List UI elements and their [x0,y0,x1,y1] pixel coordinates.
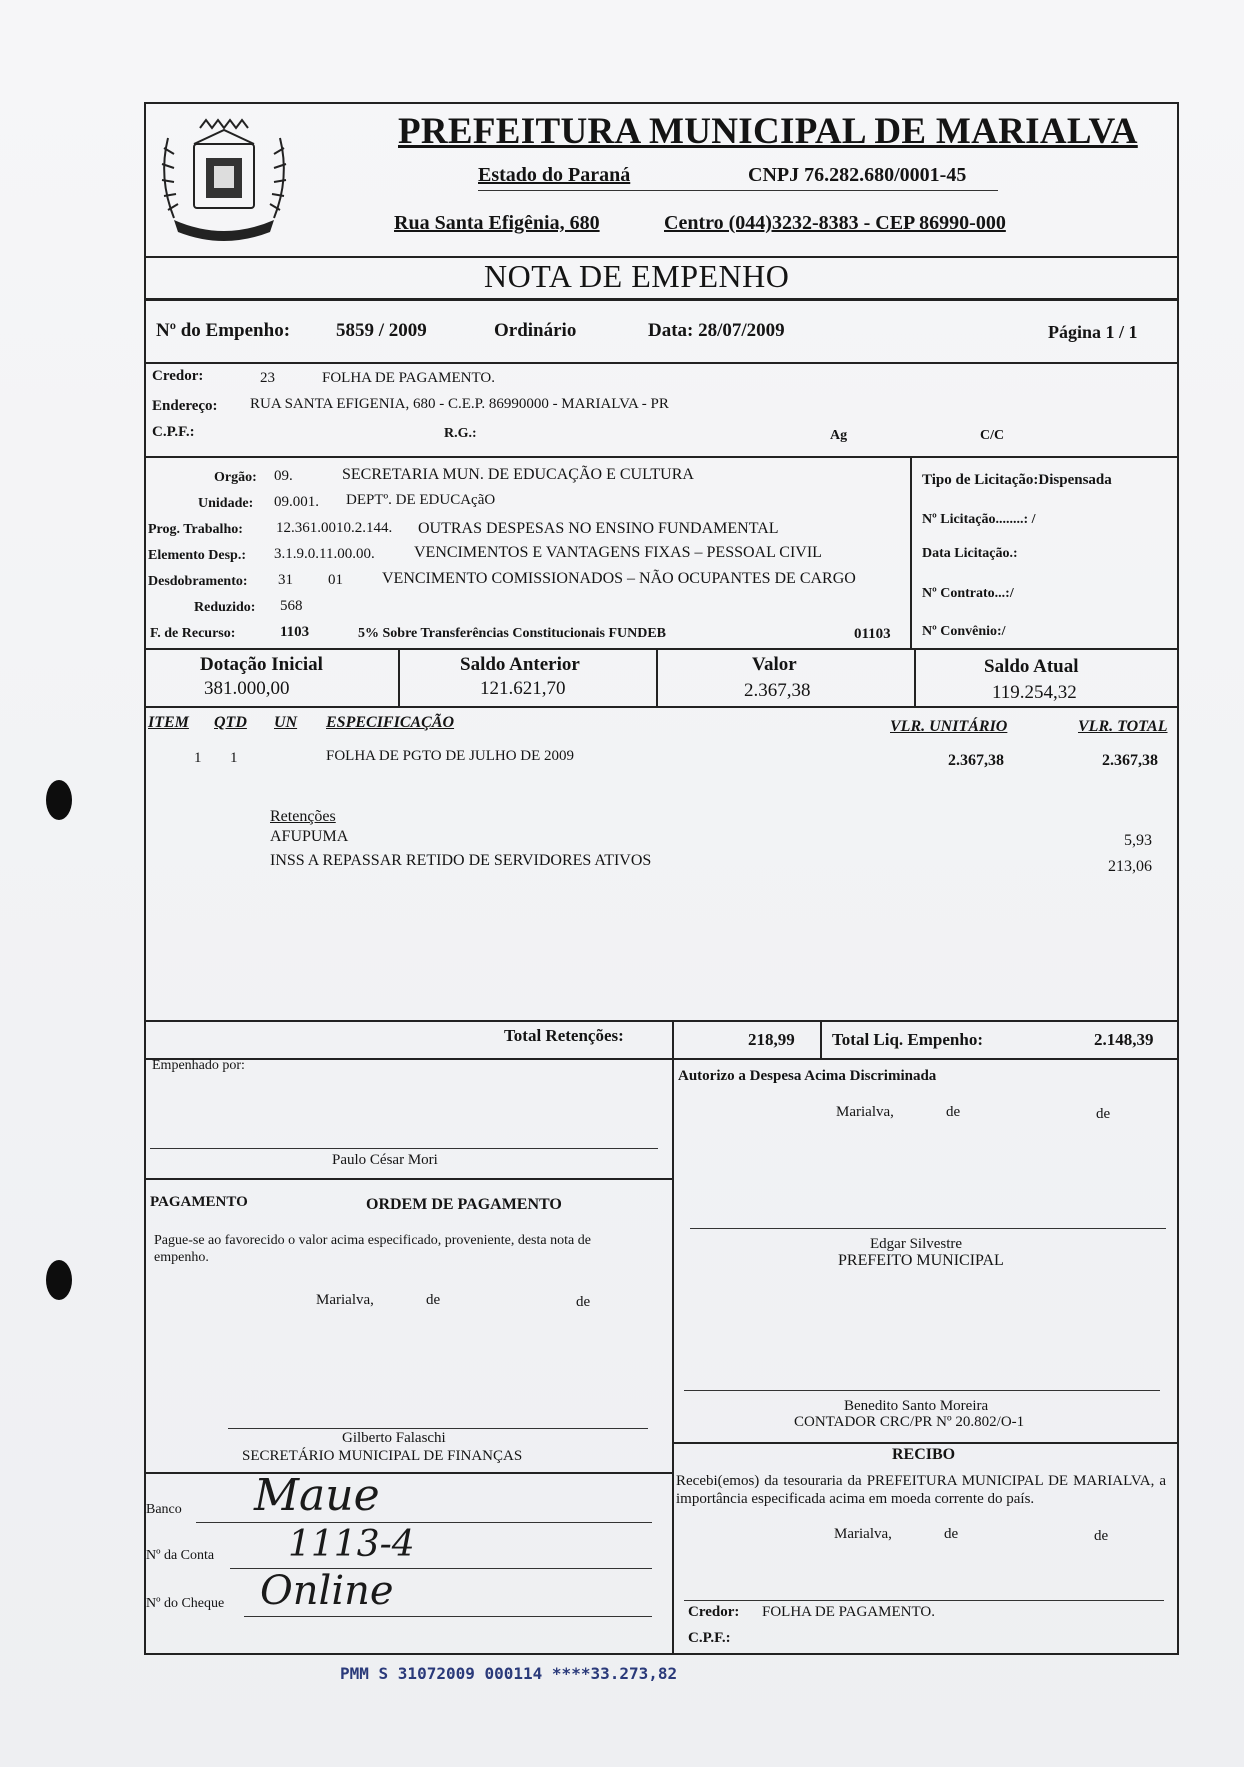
recibo-credor-label: Credor: [688,1604,740,1620]
pagamento-de-2: de [576,1294,591,1310]
address: Rua Santa Efigênia, 680 [394,212,600,234]
unidade-label: Unidade: [198,496,254,511]
page-number: Página 1 / 1 [1048,322,1138,342]
col-vlr-unitario: VLR. UNITÁRIO [890,718,1008,735]
ordem-pagamento-title: ORDEM DE PAGAMENTO [366,1196,562,1213]
autorizo-de-1: de [946,1104,961,1120]
prefeito-name: Edgar Silvestre [870,1236,963,1252]
recurso-label: F. de Recurso: [150,626,236,641]
endereco: RUA SANTA EFIGENIA, 680 - C.E.P. 86990000 - MARIALVA - PR [250,396,669,412]
saldo-anterior-value: 121.621,70 [480,678,566,699]
crest-icon [150,108,298,248]
contador-name: Benedito Santo Moreira [844,1398,989,1414]
dotacao-value: 381.000,00 [204,678,290,699]
ag-label: Ag [830,428,848,443]
col-item: ITEM [148,714,189,731]
banco-handwritten: Maue [254,1470,380,1521]
row-total-value: 2.367,38 [1102,752,1158,769]
secretario-name: Gilberto Falaschi [342,1430,446,1446]
prog-name: OUTRAS DESPESAS NO ENSINO FUNDAMENTAL [418,520,779,537]
retencoes-title: Retenções [270,808,336,825]
conta-handwritten: 1113-4 [288,1524,415,1565]
recibo-title: RECIBO [892,1446,956,1463]
numero-convenio: Nº Convênio:/ [922,624,1006,639]
payment-stamp: PMM S 31072009 000114 ****33.273,82 [340,1664,678,1683]
prefeito-title: PREFEITO MUNICIPAL [838,1252,1004,1269]
recurso-code: 1103 [280,624,310,640]
recibo-credor-name: FOLHA DE PAGAMENTO. [762,1604,935,1620]
row-item: 1 [194,750,202,766]
empenho-date: Data: 28/07/2009 [648,320,785,341]
rg-label: R.G.: [444,426,477,441]
retencao-name-1: AFUPUMA [270,828,349,845]
retencao-name-2: INSS A REPASSAR RETIDO DE SERVIDORES ATIVOS [270,852,652,869]
reduzido-label: Reduzido: [194,600,256,615]
endereco-label: Endereço: [152,398,218,414]
desdobramento-label: Desdobramento: [148,574,248,589]
recurso-code-2: 01103 [854,626,891,642]
col-vlr-total: VLR. TOTAL [1078,718,1168,735]
reduzido-value: 568 [280,598,303,614]
total-retencoes-label: Total Retenções: [504,1026,624,1045]
credor-label: Credor: [152,368,204,384]
recibo-city: Marialva, [834,1526,892,1542]
row-description: FOLHA DE PGTO DE JULHO DE 2009 [326,748,575,764]
row-qtd: 1 [230,750,238,766]
district-phone-cep: Centro (044)3232-8383 - CEP 86990-000 [664,212,1006,234]
valor-value: 2.367,38 [744,680,811,701]
recibo-de-1: de [944,1526,959,1542]
pagamento-de-1: de [426,1292,441,1308]
total-liquido-label: Total Liq. Empenho: [832,1030,983,1049]
recibo-cpf-label: C.P.F.: [688,1630,731,1646]
desdobramento-code-1: 31 [278,572,293,588]
binder-hole-bottom [46,1260,72,1300]
total-liquido-value: 2.148,39 [1094,1030,1154,1049]
tipo-licitacao: Tipo de Licitação:Dispensada [922,472,1112,488]
empenhado-por-name: Paulo César Mori [332,1152,438,1168]
prog-code: 12.361.0010.2.144. [276,520,393,536]
prog-label: Prog. Trabalho: [148,522,243,537]
pagamento-label: PAGAMENTO [150,1194,248,1210]
empenho-number-label: Nº do Empenho: [156,320,291,341]
col-qtd: QTD [214,714,247,731]
saldo-anterior-label: Saldo Anterior [460,654,580,675]
col-especificacao: ESPECIFICAÇÃO [326,714,455,731]
unidade-name: DEPTº. DE EDUCAçãO [346,492,496,508]
numero-contrato: Nº Contrato...:/ [922,586,1014,601]
saldo-atual-label: Saldo Atual [984,656,1079,677]
data-licitacao: Data Licitação.: [922,546,1018,561]
valor-label: Valor [752,654,797,675]
orgao-name: SECRETARIA MUN. DE EDUCAÇÃO E CULTURA [342,466,694,483]
total-retencoes-value: 218,99 [748,1030,795,1049]
banco-label: Banco [146,1502,182,1517]
numero-licitacao: Nº Licitação........: / [922,512,1036,527]
recibo-text: Recebi(emos) da tesouraria da PREFEITURA MUNICIPAL DE MARIALVA, a importância especificada acima em moeda corrente do país. [676,1473,1166,1507]
cheque-label: Nº do Cheque [146,1596,225,1611]
desdobramento-name: VENCIMENTO COMISSIONADOS – NÃO OCUPANTES DE CARGO [382,570,856,587]
recurso-name: 5% Sobre Transferências Constitucionais FUNDEB [358,626,667,641]
credor-code: 23 [260,370,275,386]
cpf-label: C.P.F.: [152,424,195,440]
credor-name: FOLHA DE PAGAMENTO. [322,370,495,386]
empenho-type: Ordinário [494,320,577,341]
state-name: Estado do Paraná [478,164,631,186]
prefecture-title: PREFEITURA MUNICIPAL DE MARIALVA [398,111,1138,152]
cc-label: C/C [980,428,1005,443]
secretario-title: SECRETÁRIO MUNICIPAL DE FINANÇAS [242,1448,523,1464]
empenho-number: 5859 / 2009 [336,320,427,341]
conta-label: Nº da Conta [146,1548,215,1563]
cnpj: CNPJ 76.282.680/0001-45 [748,164,967,186]
recibo-de-2: de [1094,1528,1109,1544]
pagamento-text: Pague-se ao favorecido o valor acima especificado, proveniente, desta nota de empenho. [154,1233,591,1265]
col-un: UN [274,714,298,731]
autorizo-city: Marialva, [836,1104,894,1120]
contador-title: CONTADOR CRC/PR Nº 20.802/O-1 [794,1414,1025,1430]
cheque-handwritten: Online [260,1568,394,1614]
desdobramento-code-2: 01 [328,572,343,588]
document-title: NOTA DE EMPENHO [484,258,790,294]
orgao-label: Orgão: [214,470,257,485]
binder-hole-top [46,780,72,820]
empenhado-por-label: Empenhado por: [152,1058,245,1073]
orgao-code: 09. [274,468,293,484]
elemento-code: 3.1.9.0.11.00.00. [274,546,375,562]
retencao-value-1: 5,93 [1124,832,1152,849]
autorizo-despesa: Autorizo a Despesa Acima Discriminada [678,1068,937,1084]
pagamento-city: Marialva, [316,1292,374,1308]
saldo-atual-value: 119.254,32 [992,682,1077,703]
elemento-label: Elemento Desp.: [148,548,246,563]
dotacao-label: Dotação Inicial [200,654,323,675]
row-unit-value: 2.367,38 [948,752,1004,769]
unidade-code: 09.001. [274,494,319,510]
retencao-value-2: 213,06 [1108,858,1152,875]
autorizo-de-2: de [1096,1106,1111,1122]
elemento-name: VENCIMENTOS E VANTAGENS FIXAS – PESSOAL CIVIL [414,544,822,561]
